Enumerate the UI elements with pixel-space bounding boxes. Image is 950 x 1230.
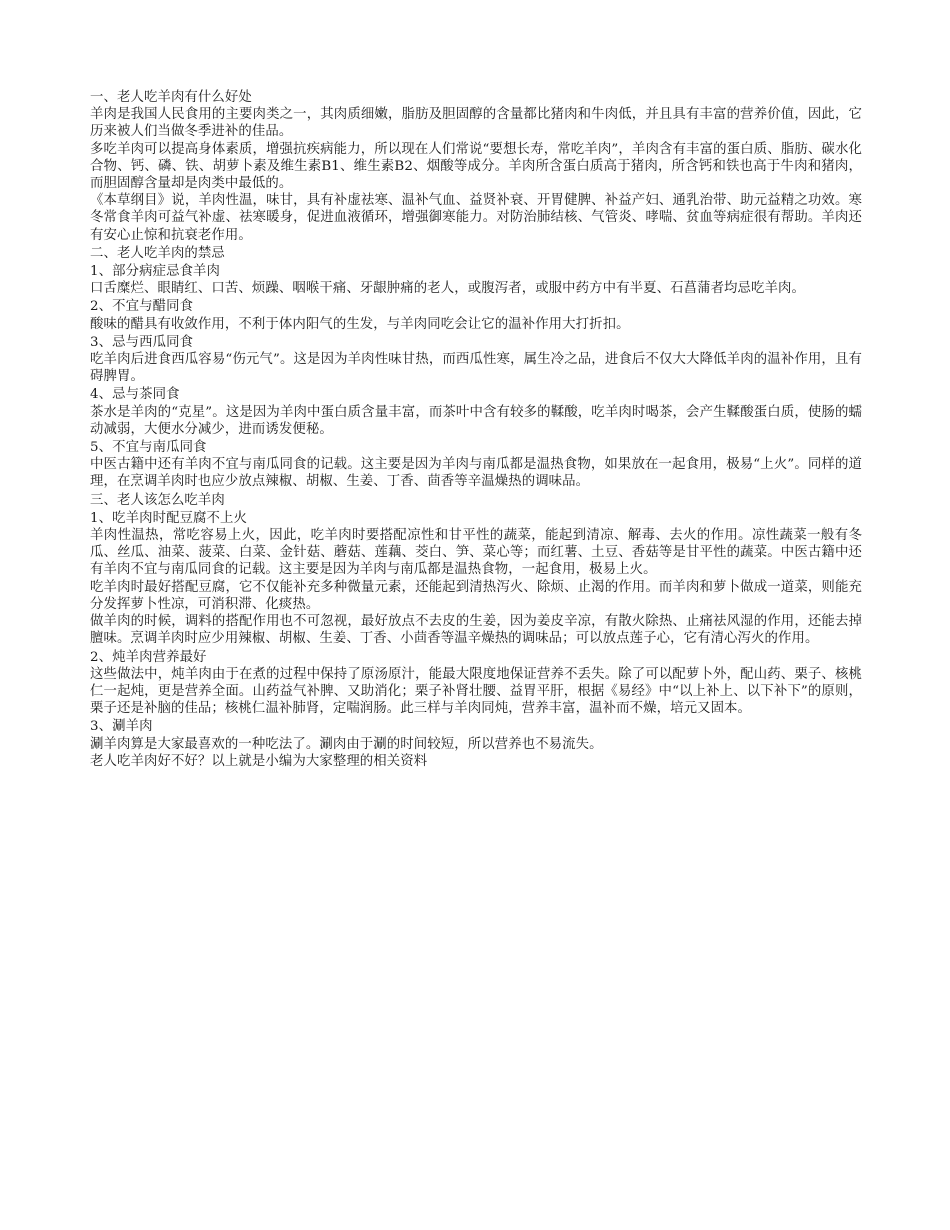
- paragraph: 吃羊肉时最好搭配豆腐，它不仅能补充多种微量元素，还能起到清热泻火、除烦、止渴的作用。而羊肉和萝卜做成一道菜，则能充分发挥萝卜性凉，可消积滞、化痰热。: [90, 579, 862, 612]
- paragraph: 《本草纲目》说，羊肉性温，味甘，具有补虚祛寒、温补气血、益贤补衰、开胃健脾、补益产妇、通乳治带、助元益精之功效。寒冬常食羊肉可益气补虚、祛寒暖身，促进血液循环，增强御寒能力。对防治肺结核、气管炎、哮喘、贫血等病症很有帮助。羊肉还有安心止惊和抗衰老作用。: [90, 193, 862, 243]
- section-heading: 1、吃羊肉时配豆腐不上火: [90, 510, 248, 526]
- paragraph: 涮羊肉算是大家最喜欢的一种吃法了。涮肉由于涮的时间较短，所以营养也不易流失。: [90, 736, 603, 752]
- section-heading: 三、老人该怎么吃羊肉: [90, 492, 225, 508]
- section-heading: 4、忌与茶同食: [90, 387, 180, 403]
- paragraph: 这些做法中，炖羊肉由于在煮的过程中保持了原汤原汁，能最大限度地保证营养不丢失。除了可以配萝卜外，配山药、栗子、核桃仁一起炖，更是营养全面。山药益气补脾、又助消化；栗子补肾壮腰、益胃平肝，根据《易经》中“以上补上、以下补下”的原则，栗子还是补脑的佳品；核桃仁温补肺肾，定喘润肠。此三样与羊肉同炖，营养丰富，温补而不燥，培元又固本。: [90, 666, 862, 717]
- paragraph: 多吃羊肉可以提高身体素质，增强抗疾病能力，所以现在人们常说“要想长寿，常吃羊肉”，羊肉含有丰富的蛋白质、脂肪、碳水化合物、钙、磷、铁、胡萝卜素及维生素B1、维生素B2、烟酸等成分。羊肉所含蛋白质高于猪肉，所含钙和铁也高于牛肉和猪肉，而胆固醇含量却是肉类中最低的。: [90, 141, 862, 192]
- section-heading: 1、部分病症忌食羊肉: [90, 264, 221, 280]
- section-heading: 2、炖羊肉营养最好: [90, 649, 207, 665]
- section-heading: 一、老人吃羊肉有什么好处: [90, 90, 252, 105]
- paragraph: 中医古籍中还有羊肉不宜与南瓜同食的记载。这主要是因为羊肉与南瓜都是温热食物，如果放在一起食用，极易“上火”。同样的道理，在烹调羊肉时也应少放点辣椒、胡椒、生姜、丁香、茴香等辛温燥热的调味品。: [90, 457, 862, 490]
- section-heading: 二、老人吃羊肉的禁忌: [90, 245, 225, 261]
- paragraph: 做羊肉的时候，调料的搭配作用也不可忽视，最好放点不去皮的生姜，因为姜皮辛凉，有散火除热、止痛祛风湿的作用，还能去掉膻味。烹调羊肉时应少用辣椒、胡椒、生姜、丁香、小茴香等温辛燥热的调味品；可以放点莲子心，它有清心泻火的作用。: [90, 614, 862, 647]
- paragraph: 羊肉性温热，常吃容易上火，因此，吃羊肉时要搭配凉性和甘平性的蔬菜，能起到清凉、解毒、去火的作用。凉性蔬菜一般有冬瓜、丝瓜、油菜、菠菜、白菜、金针菇、蘑菇、莲藕、茭白、笋、菜心等；而红薯、土豆、香菇等是甘平性的蔬菜。中医古籍中还有羊肉不宜与南瓜同食的记载。这主要是因为羊肉与南瓜都是温热食物，一起食用，极易上火。: [90, 528, 862, 578]
- section-heading: 3、忌与西瓜同食: [90, 334, 194, 350]
- paragraph: 酸味的醋具有收敛作用，不利于体内阳气的生发，与羊肉同吃会让它的温补作用大打折扣。: [90, 316, 630, 332]
- paragraph: 茶水是羊肉的“克星”。这是因为羊肉中蛋白质含量丰富，而茶叶中含有较多的鞣酸，吃羊肉时喝茶，会产生鞣酸蛋白质，使肠的蠕动减弱，大便水分减少，进而诱发便秘。: [90, 404, 862, 437]
- article-body: [90, 88, 862, 770]
- section-heading: 5、不宜与南瓜同食: [90, 440, 207, 456]
- paragraph: 老人吃羊肉好不好？以上就是小编为大家整理的相关资料: [90, 753, 428, 769]
- paragraph: 口舌糜烂、眼睛红、口苦、烦躁、咽喉干痛、牙龈肿痛的老人，或腹泻者，或服中药方中有半夏、石菖蒲者均忌吃羊肉。: [90, 281, 805, 297]
- section-heading: 2、不宜与醋同食: [90, 299, 194, 315]
- paragraph: 吃羊肉后进食西瓜容易“伤元气”。这是因为羊肉性味甘热，而西瓜性寒，属生冷之品，进食后不仅大大降低羊肉的温补作用，且有碍脾胃。: [90, 352, 862, 385]
- section-heading: 3、涮羊肉: [90, 719, 153, 735]
- paragraph: 羊肉是我国人民食用的主要肉类之一，其肉质细嫩，脂肪及胆固醇的含量都比猪肉和牛肉低，并且具有丰富的营养价值，因此，它历来被人们当做冬季进补的佳品。: [90, 107, 862, 140]
